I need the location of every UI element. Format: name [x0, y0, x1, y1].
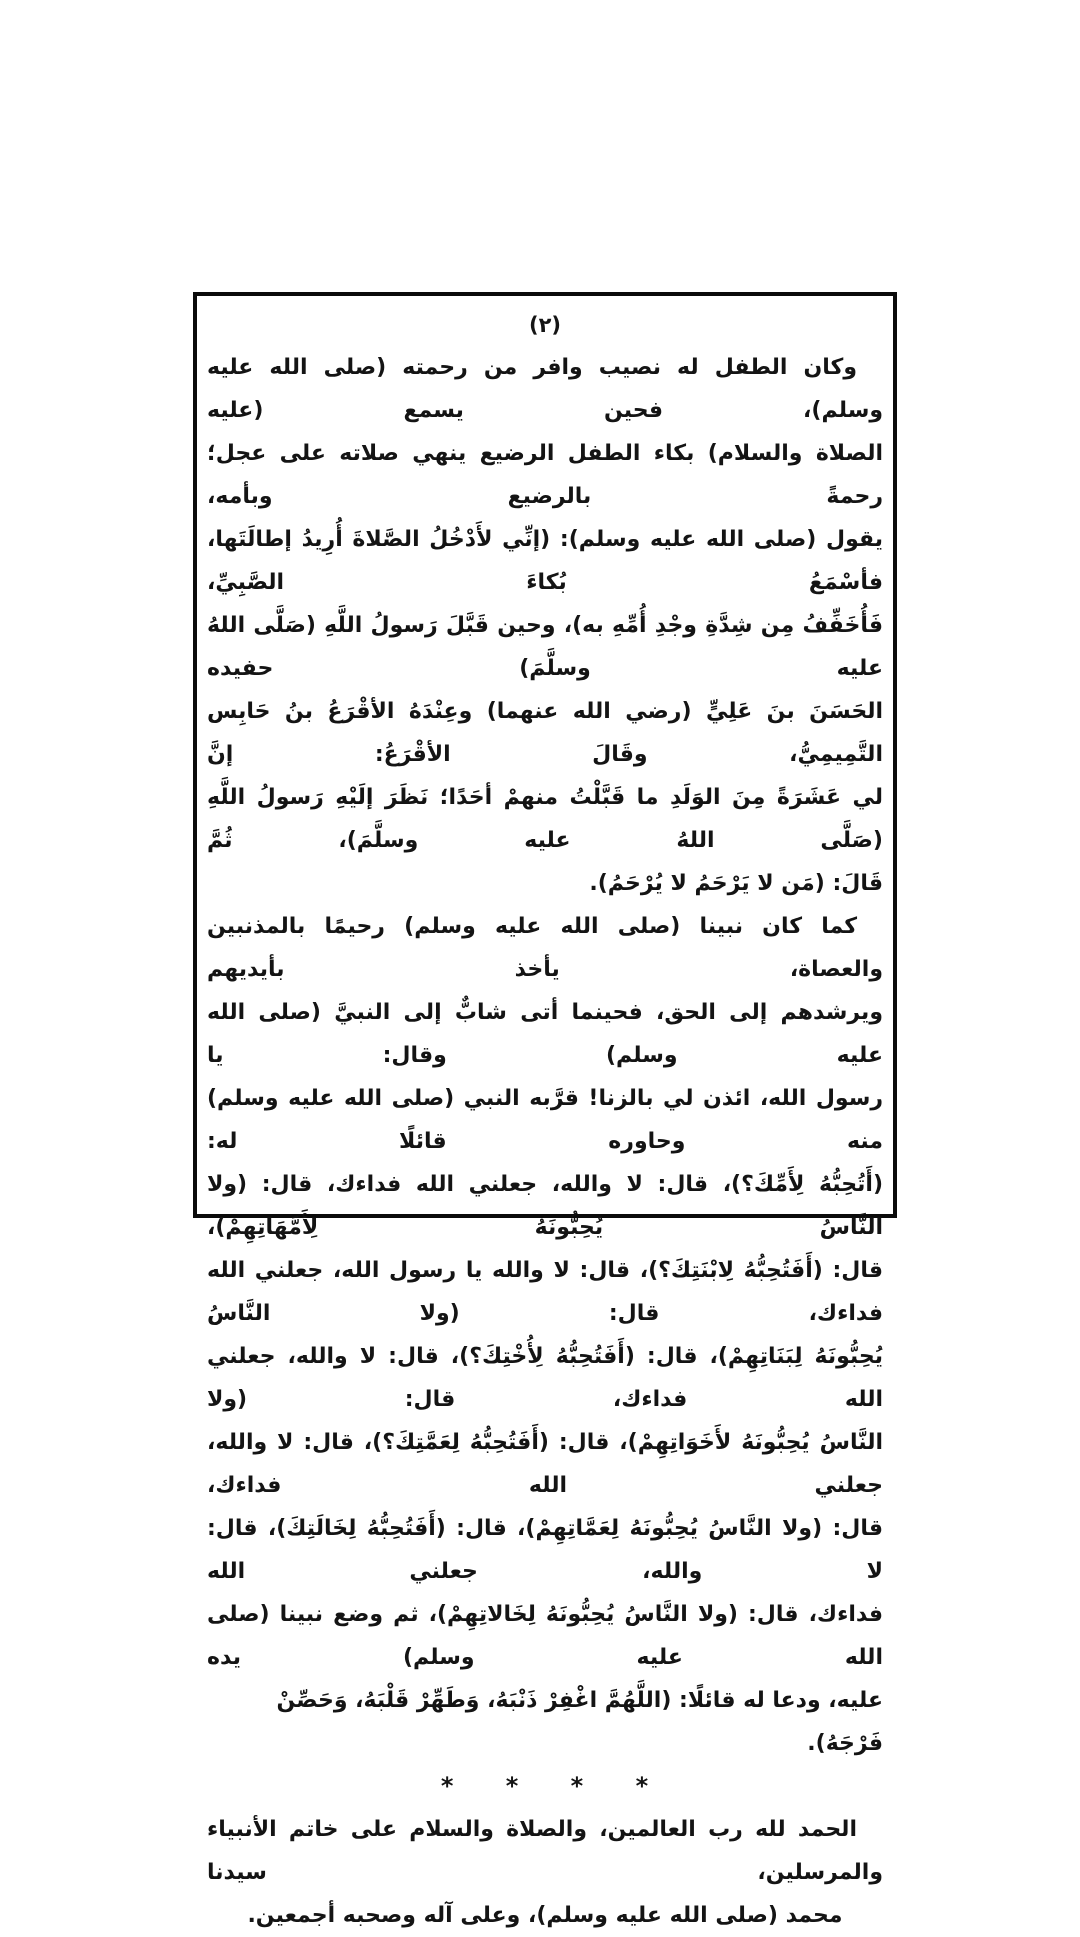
section-separator: * * * * [440, 1772, 650, 1800]
text-line: قال: (ولا النَّاسُ يُحِبُّونَهُ لِعَمَّاتِهِمْ)، قال: (أَفَتُحِبُّهُ لِخَالَتِكَ)، قال: لا والله، جعلني الله [207, 1516, 883, 1584]
text-line: الحمد لله رب العالمين، والصلاة والسلام على خاتم الأنبياء والمرسلين، سيدنا [207, 1817, 883, 1885]
text-line: الصلاة والسلام) بكاء الطفل الرضيع ينهي صلاته على عجل؛ رحمةً بالرضيع وبأمه، [207, 441, 883, 509]
page-frame [193, 292, 897, 1928]
text-line: الحَسَنَ بنَ عَلِيٍّ (رضي الله عنهما) وعِنْدَهُ الأقْرَعُ بنُ حَابِس التَّمِيمِيُّ، وقَالَ الأقْرَعُ: إنَّ [207, 699, 883, 767]
text-line: وكان الطفل له نصيب وافر من رحمته (صلى الله عليه وسلم)، فحين يسمع (عليه [207, 355, 883, 423]
text-line: ويرشدهم إلى الحق، فحينما أتى شابٌّ إلى النبيَّ (صلى الله عليه وسلم) وقال: يا [207, 1000, 883, 1068]
text-line: يُحِبُّونَهُ لِبَنَاتِهِمْ)، قال: (أَفَتُحِبُّهُ لِأُخْتِكَ؟)، قال: لا والله، جعلني الله فداءك، قال: (ولا [207, 1344, 883, 1412]
text-line: (أَتُحِبُّهُ لِأَمِّكَ؟)، قال: لا والله، جعلني الله فداءك، قال: (ولا النَّاسُ يُحِبُّونَهُ لِأَمَّهَاتِهِمْ)، [207, 1172, 883, 1240]
text-line: رسول الله، ائذن لي بالزنا! قرَّبه النبي (صلى الله عليه وسلم) منه وحاوره قائلًا له: [207, 1086, 883, 1154]
closing-paragraph [207, 1808, 883, 1937]
paragraph-mercy-with-children [207, 346, 883, 905]
text-line: لي عَشَرَةً مِنَ الوَلَدِ ما قَبَّلْتُ منهمْ أحَدًا؛ نَظَرَ إلَيْهِ رَسولُ اللَّهِ (صَلَّى اللهُ عليه وسلَّمَ)، ثُمَّ [207, 785, 883, 853]
paragraph-mercy-with-sinners [207, 905, 883, 1765]
text-line: كما كان نبينا (صلى الله عليه وسلم) رحيمًا بالمذنبين والعصاة، يأخذ بأيديهم [207, 914, 883, 982]
page-number: (٢) [528, 313, 562, 337]
text-line: فَأُخَفِّفُ مِن شِدَّةِ وجْدِ أُمِّهِ به)، وحين قَبَّلَ رَسولُ اللَّهِ (صَلَّى اللهُ عليه وسلَّمَ) حفيده [207, 613, 883, 681]
text-line: فداءك، قال: (ولا النَّاسُ يُحِبُّونَهُ لِخَالاتِهِمْ)، ثم وضع نبينا (صلى الله عليه وسلم) يده [207, 1602, 883, 1670]
text-line: قَالَ: (مَن لا يَرْحَمُ لا يُرْحَمُ). [589, 871, 883, 896]
text-line: عليه، ودعا له قائلًا: (اللَّهُمَّ اغْفِرْ ذَنْبَهُ، وَطَهِّرْ قَلْبَهُ، وَحَصِّنْ فَرْجَهُ). [276, 1688, 883, 1756]
text-line: النَّاسُ يُحِبُّونَهُ لأَخَوَاتِهِمْ)، قال: (أَفَتُحِبُّهُ لِعَمَّتِكَ؟)، قال: لا والله، جعلني الله فداءك، [207, 1430, 883, 1498]
text-line: قال: (أَفَتُحِبُّهُ لِابْنَتِكَ؟)، قال: لا والله يا رسول الله، جعلني الله فداءك، قال: (ولا النَّاسُ [207, 1258, 883, 1326]
text-line: يقول (صلى الله عليه وسلم): (إنِّي لأَدْخُلُ الصَّلاةَ أُرِيدُ إطالَتَها، فأسْمَعُ بُكاءَ الصَّبِيِّ، [207, 527, 883, 595]
text-line: محمد (صلى الله عليه وسلم)، وعلى آله وصحبه أجمعين. [247, 1903, 843, 1928]
